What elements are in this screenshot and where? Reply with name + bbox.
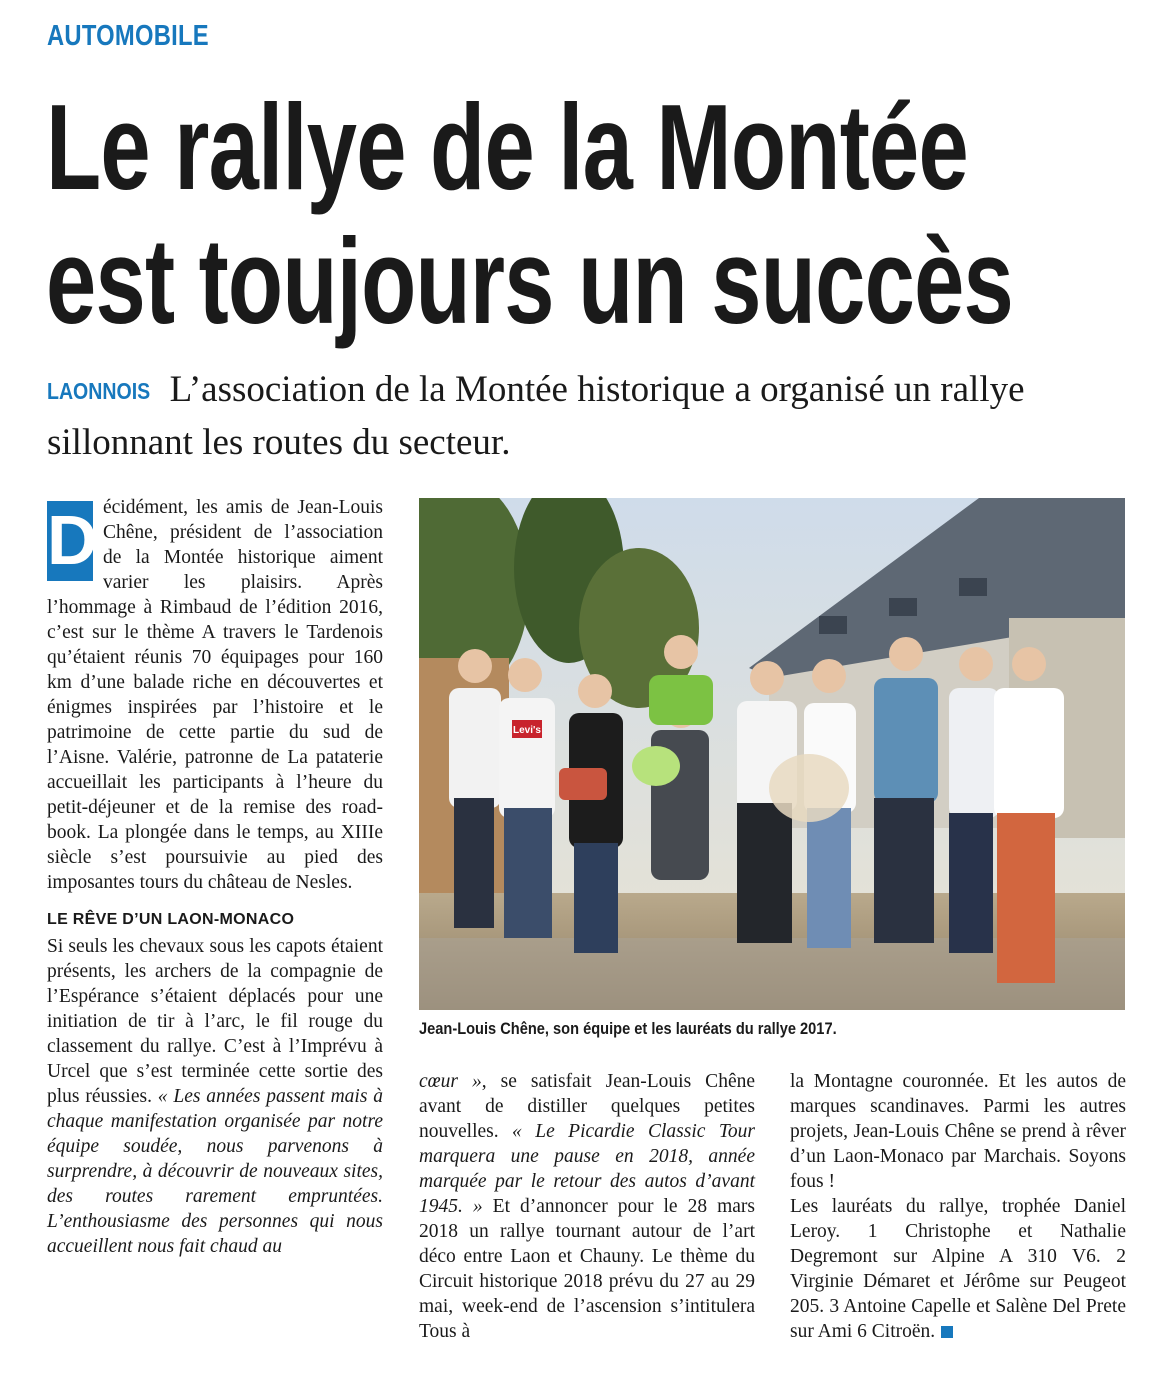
article-column-3: [790, 1069, 1126, 1344]
standfirst-text: L’association de la Montée historique a organisé un rallye sillonnant les routes du secteur.: [47, 369, 1025, 463]
quote-end-text: cœur »: [419, 1071, 482, 1092]
headline: [46, 79, 1014, 354]
paragraph-laureats: [790, 1194, 1126, 1344]
paragraph-intro: écidément, les amis de Jean-Louis Chêne, président de l’association de la Montée historique aiment varier les plaisirs. Après l’hommage à Rimbaud de l’édition 2016, c’est sur le thème A travers le Tardenois qu’étaient réunis 70 équipages pour 160 km d’une balade riche en découvertes et énigmes inspirées par l’histoire et le patrimoine de cette partie du sud de l’Aisne. Valérie, patronne de La pataterie accueillait les participants à l’heure du petit-déjeuner et de la remise des road-book. La plongée dans le temps, au XIIIe siècle s’est poursuivie au pied des imposantes tours du château de Nesles.: [47, 497, 383, 893]
drop-cap: D: [47, 501, 98, 579]
subheading: LE RÊVE D’UN LAON-MONACO: [47, 911, 295, 928]
paragraph-nouvelles: [419, 1069, 755, 1344]
location-label: LAONNOIS: [47, 378, 151, 404]
shirt-logo-text: Levi's: [513, 725, 541, 736]
photo-caption: Jean-Louis Chêne, son équipe et les lauréats du rallye 2017.: [419, 1019, 837, 1038]
quote-text: « Le Picardie Classic Tour marquera une pause en 2018, année marquée par le retour des autos d’avant 1945. »: [419, 1121, 755, 1217]
paragraph-projets: la Montagne couronnée. Et les autos de marques scandinaves. Parmi les autres projets, Jean-Louis Chêne se prend à rêver d’un Laon-Monaco par Marchais. Soyons fous !: [790, 1071, 1126, 1192]
quote-text: « Les années passent mais à chaque manifestation organisée par notre équipe soudée, nous parvenons à surprendre, à découvrir de nouveaux sites, des routes rarement empruntées. L’enthousiasme des personnes qui nous accueillent nous fait chaud au: [47, 1086, 383, 1257]
laureats-text: Les lauréats du rallye, trophée Daniel Leroy. 1 Christophe et Nathalie Degremont sur Alpine A 310 V6. 2 Virginie Démaret et Jérôme sur Peugeot 205. 3 Antoine Capelle et Salène Del Prete sur Ami 6 Citroën.: [790, 1196, 1126, 1342]
paragraph-text: , se satisfait Jean-Louis Chêne avant de distiller quelques petites nouvelles.: [419, 1071, 756, 1142]
paragraph-text: Si seuls les chevaux sous les capots étaient présents, les archers de la compagnie de l’Espérance s’étaient déplacés pour une initiation de tir à l’arc, le fil rouge du classement du rallye. C’est à l’Imprévu à Urcel que s’est terminée cette sortie des plus réussies.: [47, 936, 383, 1107]
section-rubric: AUTOMOBILE: [47, 20, 209, 52]
end-of-article-mark: [941, 1326, 953, 1338]
headline-line-1: Le rallye de la Montée: [46, 79, 968, 215]
group-photo-image: [419, 498, 1125, 1010]
paragraph-text: Et d’annoncer pour le 28 mars 2018 un rallye tournant autour de l’art déco entre Laon et Chauny. Le thème du Circuit historique 2018 prévu du 27 au 29 mai, week-end de l’ascension s’intitulera Tous à: [419, 1196, 755, 1342]
headline-line-2: est toujours un succès: [46, 213, 1014, 349]
article-column-1: [47, 495, 383, 1259]
standfirst: [47, 364, 1127, 469]
article-column-2: [419, 1069, 755, 1344]
article-photo: [419, 498, 1125, 1010]
paragraph-reve: [47, 934, 383, 1259]
